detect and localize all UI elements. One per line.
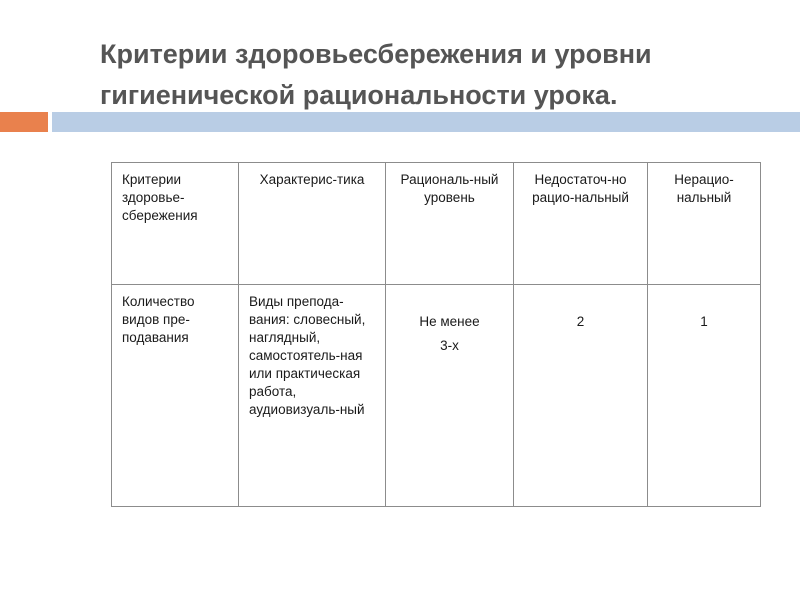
rational-value-line1: Не менее: [419, 314, 480, 329]
header-criteria: Критерии здоровье-сбережения: [112, 163, 239, 285]
rational-value-line2: 3-х: [440, 338, 459, 353]
title-accent-bar: [0, 112, 800, 132]
cell-rational-level: [386, 285, 514, 507]
header-insufficiently-rational: Недостаточ-но рацио-нальный: [514, 163, 648, 285]
slide-title: Критерии здоровьесбережения и уровни гигиенической рациональности урока.: [100, 39, 652, 110]
cell-criterion: Количество видов пре-подавания: [112, 285, 239, 507]
criteria-table: [111, 162, 761, 507]
cell-insufficient: 2: [514, 285, 648, 507]
table-header-row: [112, 163, 761, 285]
cell-irrational: 1: [648, 285, 761, 507]
header-rational-level: Рациональ-ный уровень: [386, 163, 514, 285]
accent-blue-band: [52, 112, 800, 132]
cell-characteristic: Виды препода-вания: словесный, наглядный, самостоятель-ная или практическая работа, аудиовизуаль-ный: [239, 285, 386, 507]
table-row: [112, 285, 761, 507]
accent-orange-block: [0, 112, 48, 132]
header-characteristic: Характерис-тика: [239, 163, 386, 285]
header-irrational: Нерацио-нальный: [648, 163, 761, 285]
